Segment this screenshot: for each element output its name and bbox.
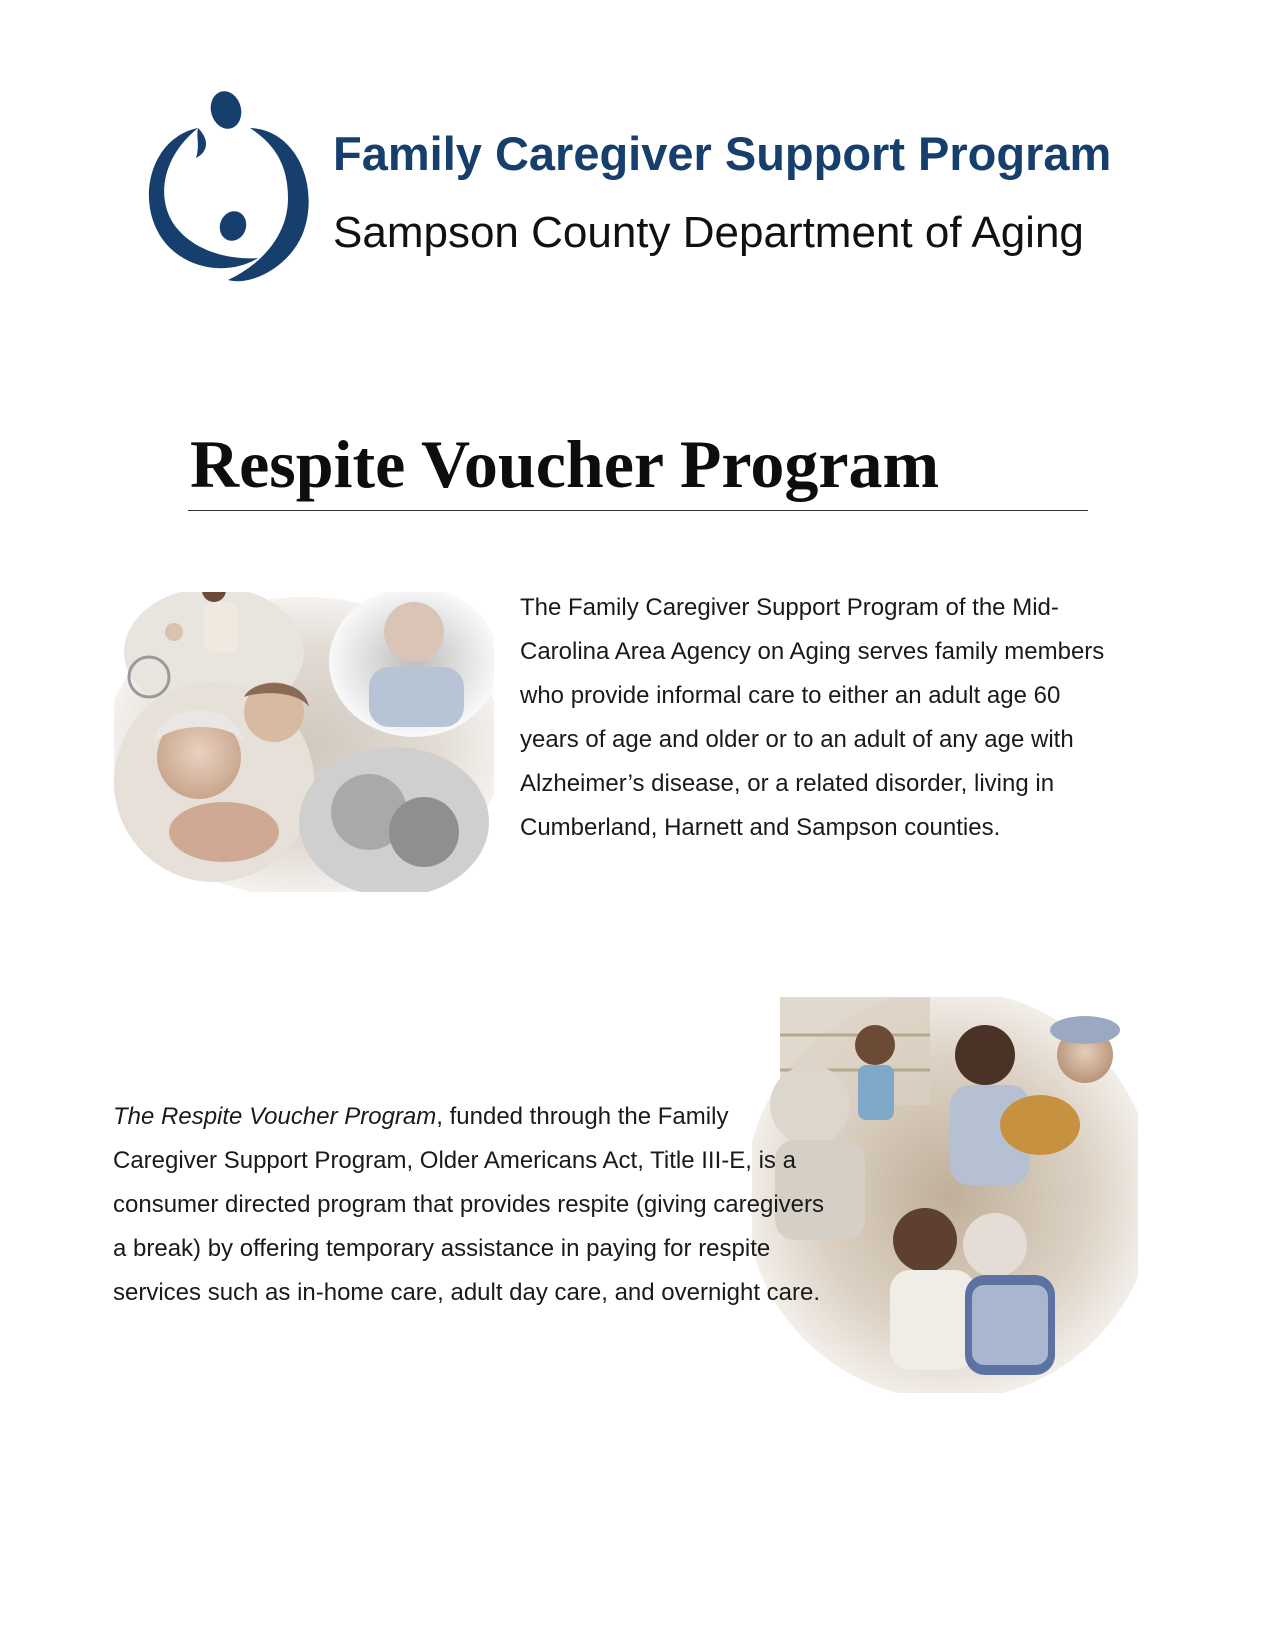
- voucher-program-text: , funded through the Family Caregiver Support Program, Older Americans Act, Title III-E, is a consumer directed program that provides respite (giving caregivers a break) by offering temporary assistance in paying for respite services such as in-home care, adult day care, and overnight care.: [113, 1103, 824, 1306]
- caregiver-figures-logo-icon: [138, 88, 318, 284]
- page-title: Respite Voucher Program: [190, 426, 940, 502]
- title-underline: [188, 510, 1088, 511]
- caregivers-with-seniors-photo-collage: [104, 582, 504, 902]
- voucher-program-paragraph: [113, 1095, 833, 1315]
- intro-paragraph: The Family Caregiver Support Program of the Mid-Carolina Area Agency on Aging serves family members who provide informal care to either an adult age 60 years of age and older or to an adult of any age with Alzheimer’s disease, or a related disorder, living in Cumberland, Harnett and Sampson counties.: [520, 594, 1105, 841]
- department-name: Sampson County Department of Aging: [333, 208, 1084, 257]
- program-name-italic: The Respite Voucher Program: [113, 1103, 437, 1130]
- organization-name: Family Caregiver Support Program: [333, 127, 1112, 180]
